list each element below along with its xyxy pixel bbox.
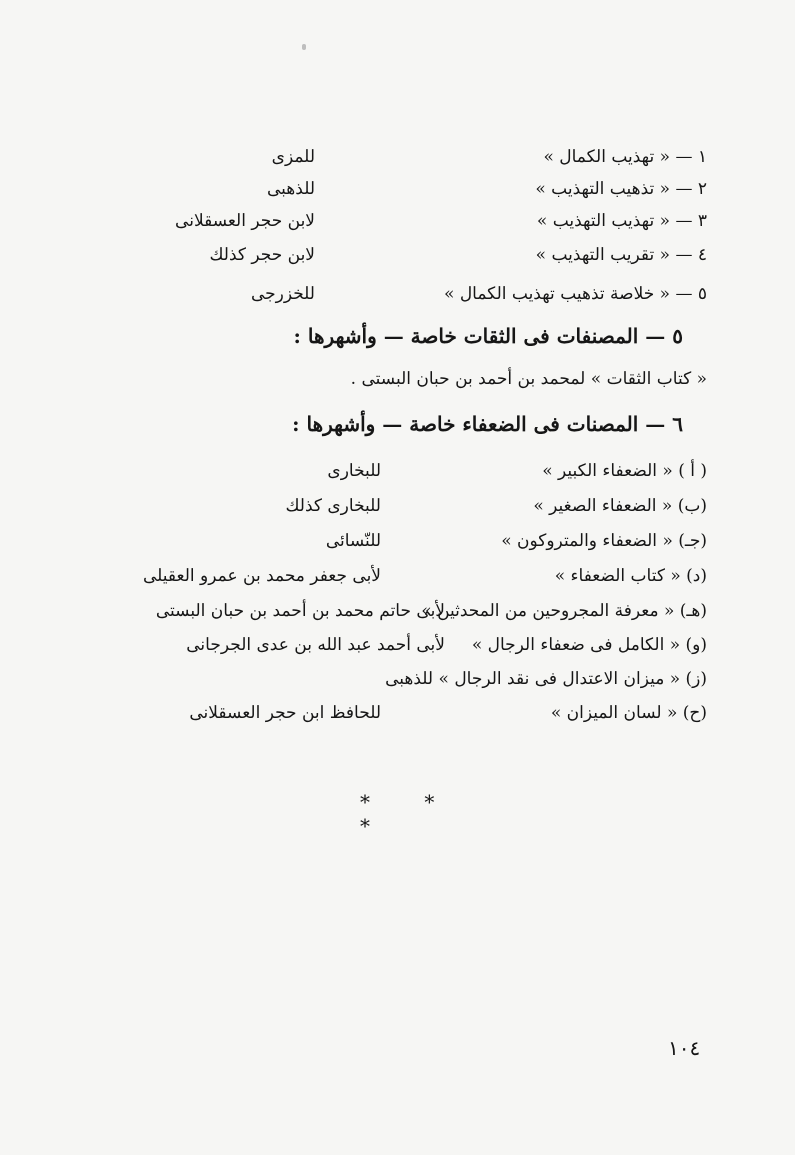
- book-author: لابن حجر كذلك: [209, 245, 315, 265]
- book-title: (و) « الكامل فى ضعفاء الرجال »: [471, 635, 707, 655]
- list-item: [187, 174, 707, 204]
- book-author: للذهبى: [267, 179, 315, 199]
- list-item: [87, 698, 707, 728]
- list-item: [87, 456, 707, 486]
- book-title: (جـ) « الضعفاء والمتروكون »: [501, 531, 707, 551]
- book-title: (ح) « لسان الميزان »: [550, 703, 707, 723]
- list-item: [87, 596, 707, 626]
- book-author: للنّسائى: [325, 531, 381, 551]
- list-item: [187, 142, 707, 172]
- list-item: [175, 206, 707, 236]
- book-title: ٣ — « تهذيب التهذيب »: [536, 211, 707, 231]
- list-item: [187, 279, 707, 309]
- book-title: ٤ — « تقريب التهذيب »: [535, 245, 707, 265]
- book-title: (ز) « ميزان الاعتدال فى نقد الرجال » للذهبى: [385, 669, 707, 689]
- book-author: لأبى جعفر محمد بن عمرو العقيلى: [143, 566, 381, 586]
- book-author: لأبى حاتم محمد بن أحمد بن حبان البستى: [155, 601, 445, 621]
- page-speck: [302, 44, 306, 50]
- section-separator: * * *: [360, 790, 459, 838]
- book-author: لابن حجر العسقلانى: [175, 211, 315, 231]
- book-author: للبخارى: [327, 461, 381, 481]
- list-item: [87, 491, 707, 521]
- list-item: [87, 561, 707, 591]
- book-title: (د) « كتاب الضعفاء »: [554, 566, 707, 586]
- book-title: (هـ) « معرفة المجروحين من المحدثين »: [421, 601, 707, 621]
- book-title: ٥ — « خلاصة تذهيب تهذيب الكمال »: [444, 284, 707, 304]
- book-title: ( أ ) « الضعفاء الكبير »: [542, 461, 707, 481]
- section-heading: ٦ — المصنات فى الضعفاء خاصة — وأشهرها :: [292, 412, 683, 436]
- list-item: [87, 526, 707, 556]
- book-author: للبخارى كذلك: [285, 496, 381, 516]
- book-author: للخزرجى: [250, 284, 315, 304]
- list-item: [87, 664, 707, 694]
- book-title: ١ — « تهذيب الكمال »: [543, 147, 707, 167]
- book-title: ٢ — « تذهيب التهذيب »: [535, 179, 707, 199]
- list-item: [187, 240, 707, 270]
- page-number: ١٠٤: [668, 1036, 701, 1060]
- book-title: (ب) « الضعفاء الصغير »: [533, 496, 707, 516]
- book-author: للحافظ ابن حجر العسقلانى: [189, 703, 381, 723]
- book-author: للمزى: [271, 147, 315, 167]
- section-heading: ٥ — المصنفات فى الثقات خاصة — وأشهرها :: [293, 324, 683, 348]
- list-item: [87, 630, 707, 660]
- body-line: « كتاب الثقات » لمحمد بن أحمد بن حبان البستى .: [350, 369, 707, 389]
- book-author: لأبى أحمد عبد الله بن عدى الجرجانى: [186, 635, 445, 655]
